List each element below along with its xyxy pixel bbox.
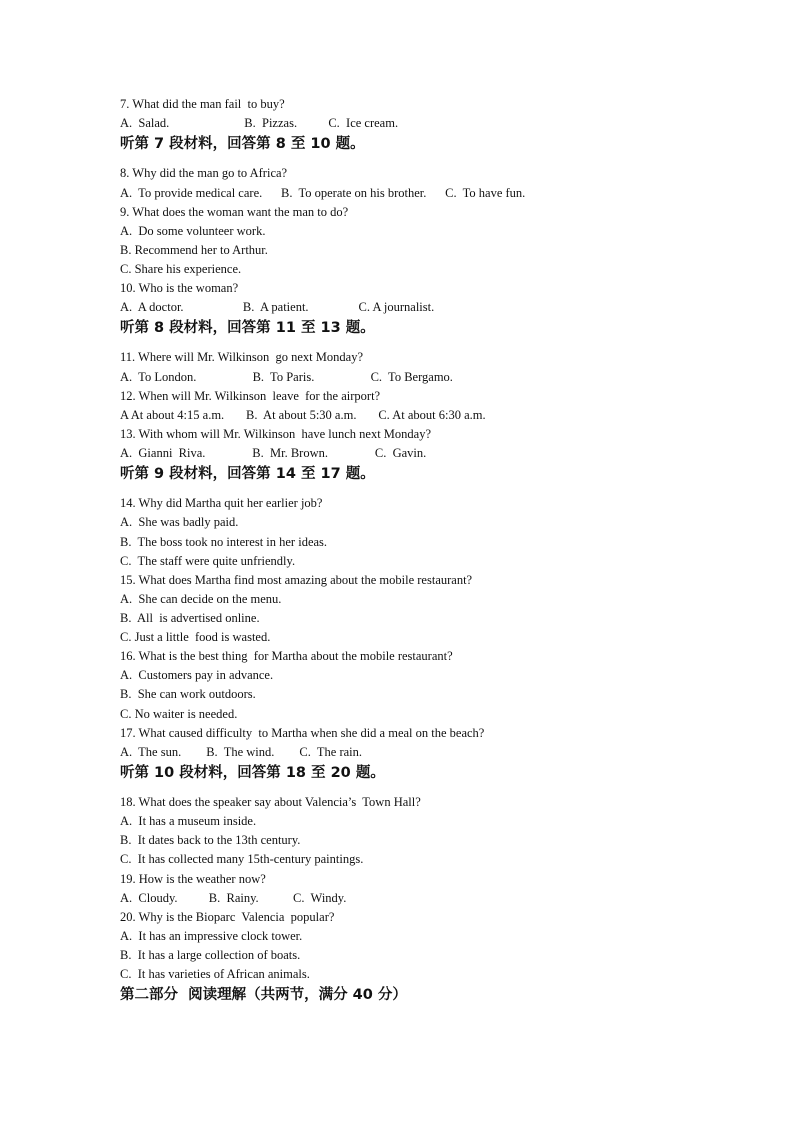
question-15: 15. What does Martha find most amazing about the mobile restaurant? <box>120 573 473 587</box>
part-two-heading: 第二部分 阅读理解（共两节，满分 40 分） <box>120 987 407 1003</box>
options-12: A At about 4:15 a.m. B. At about 5:30 a.m. C. At about 6:30 a.m. <box>120 408 486 422</box>
options-10: A. A doctor. B. A patient. C. A journalist. <box>120 300 435 314</box>
options-17: A. The sun. B. The wind. C. The rain. <box>120 745 362 759</box>
option-16b: B. She can work outdoors. <box>120 687 256 701</box>
question-20: 20. Why is the Bioparc Valencia popular? <box>120 910 335 924</box>
section-heading-10: 听第 10 段材料，回答第 18 至 20 题。 <box>120 765 385 781</box>
option-9b: B. Recommend her to Arthur. <box>120 243 268 257</box>
question-11: 11. Where will Mr. Wilkinson go next Monday? <box>120 350 363 364</box>
option-9c: C. Share his experience. <box>120 262 242 276</box>
option-20b: B. It has a large collection of boats. <box>120 948 301 962</box>
option-20c: C. It has varieties of African animals. <box>120 967 310 981</box>
option-9a: A. Do some volunteer work. <box>120 224 266 238</box>
question-18: 18. What does the speaker say about Valencia’s Town Hall? <box>120 795 421 809</box>
option-20a: A. It has an impressive clock tower. <box>120 929 303 943</box>
option-14c: C. The staff were quite unfriendly. <box>120 554 296 568</box>
options-19: A. Cloudy. B. Rainy. C. Windy. <box>120 891 347 905</box>
option-14b: B. The boss took no interest in her ideas. <box>120 535 328 549</box>
option-15b: B. All is advertised online. <box>120 611 260 625</box>
question-13: 13. With whom will Mr. Wilkinson have lunch next Monday? <box>120 427 432 441</box>
question-14: 14. Why did Martha quit her earlier job? <box>120 496 323 510</box>
question-10: 10. Who is the woman? <box>120 281 239 295</box>
options-13: A. Gianni Riva. B. Mr. Brown. C. Gavin. <box>120 446 427 460</box>
option-15a: A. She can decide on the menu. <box>120 592 282 606</box>
options-8: A. To provide medical care. B. To operate on his brother. C. To have fun. <box>120 186 526 200</box>
option-18c: C. It has collected many 15th-century paintings. <box>120 852 364 866</box>
option-14a: A. She was badly paid. <box>120 515 239 529</box>
question-19: 19. How is the weather now? <box>120 872 266 886</box>
options-7: A. Salad. B. Pizzas. C. Ice cream. <box>120 116 399 130</box>
question-12: 12. When will Mr. Wilkinson leave for the airport? <box>120 389 381 403</box>
section-heading-7: 听第 7 段材料，回答第 8 至 10 题。 <box>120 136 365 152</box>
options-11: A. To London. B. To Paris. C. To Bergamo. <box>120 370 453 384</box>
question-8: 8. Why did the man go to Africa? <box>120 166 288 180</box>
question-7: 7. What did the man fail to buy? <box>120 97 285 111</box>
section-heading-8: 听第 8 段材料，回答第 11 至 13 题。 <box>120 320 375 336</box>
question-9: 9. What does the woman want the man to do? <box>120 205 349 219</box>
option-16c: C. No waiter is needed. <box>120 707 238 721</box>
option-16a: A. Customers pay in advance. <box>120 668 274 682</box>
question-16: 16. What is the best thing for Martha about the mobile restaurant? <box>120 649 453 663</box>
option-18a: A. It has a museum inside. <box>120 814 257 828</box>
section-heading-9: 听第 9 段材料，回答第 14 至 17 题。 <box>120 466 375 482</box>
option-18b: B. It dates back to the 13th century. <box>120 833 301 847</box>
question-17: 17. What caused difficulty to Martha when she did a meal on the beach? <box>120 726 485 740</box>
option-15c: C. Just a little food is wasted. <box>120 630 271 644</box>
